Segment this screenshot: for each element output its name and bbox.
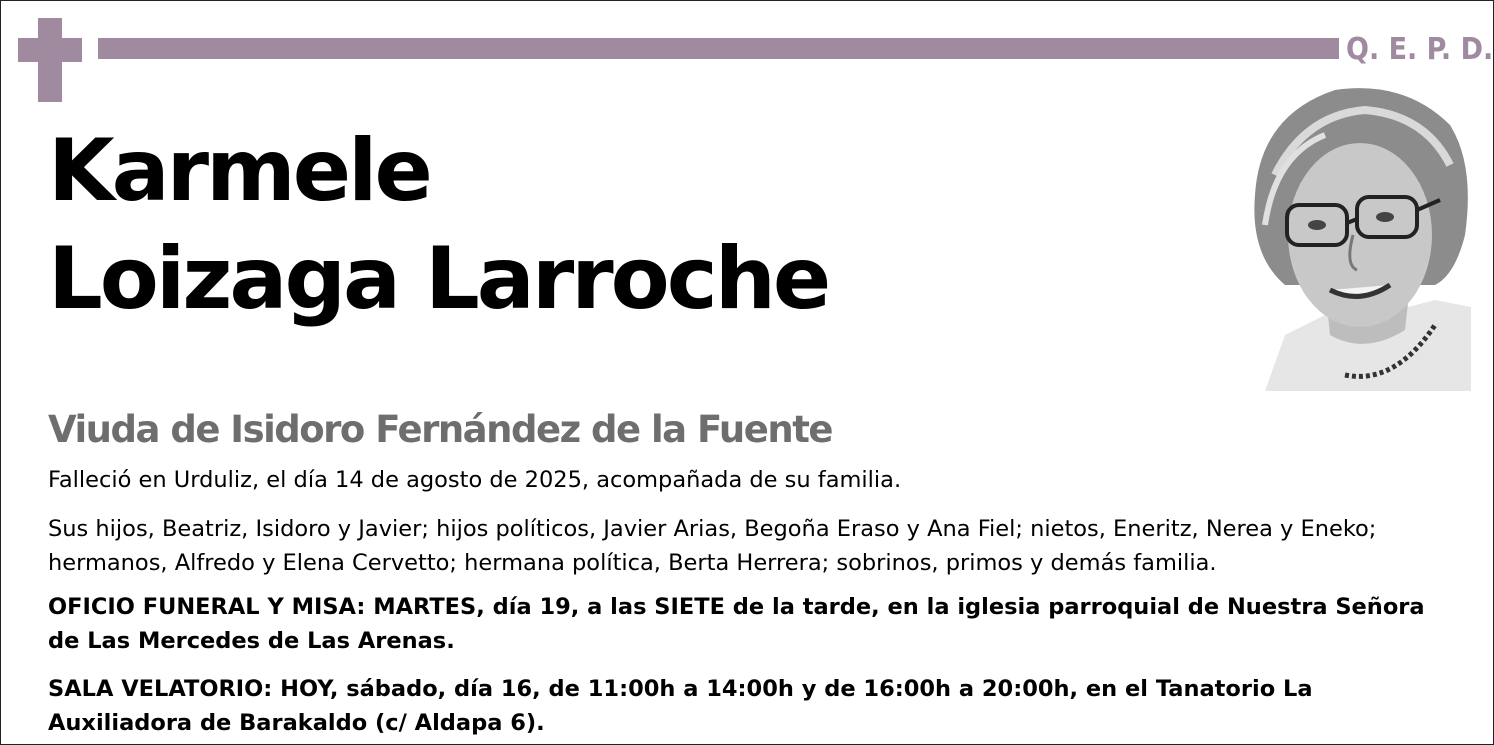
funeral-text: OFICIO FUNERAL Y MISA: MARTES, día 19, a las SIETE de la tarde, en la iglesia parroquial de Nuestra Señora de Las Mercedes de Las Arenas. xyxy=(48,594,1425,654)
death-notice-text: Falleció en Urduliz, el día 14 de agosto de 2025, acompañada de su familia. xyxy=(48,467,902,493)
name-first: Karmele xyxy=(48,121,430,221)
qepd-label: Q. E. P. D. xyxy=(1346,32,1494,67)
cross-icon-horizontal xyxy=(18,38,82,62)
name-last: Loizaga Larroche xyxy=(48,229,829,329)
family-text: Sus hijos, Beatriz, Isidoro y Javier; hijos políticos, Javier Arias, Begoña Eraso y Ana Fiel; nietos, Eneritz, Nerea y Eneko; hermanos, Alfredo y Elena Cervetto; hermana política, Berta Herrera; sobrinos, primos y demás familia. xyxy=(48,516,1377,576)
wake-text: SALA VELATORIO: HOY, sábado, día 16, de 11:00h a 14:00h y de 16:00h a 20:00h, en el Tanatorio La Auxiliadora de Barakaldo (c/ Aldapa 6). xyxy=(48,676,1313,736)
header-bar xyxy=(98,38,1339,59)
portrait-photo xyxy=(1245,85,1471,391)
widow-of-subtitle: Viuda de Isidoro Fernández de la Fuente xyxy=(48,408,832,451)
